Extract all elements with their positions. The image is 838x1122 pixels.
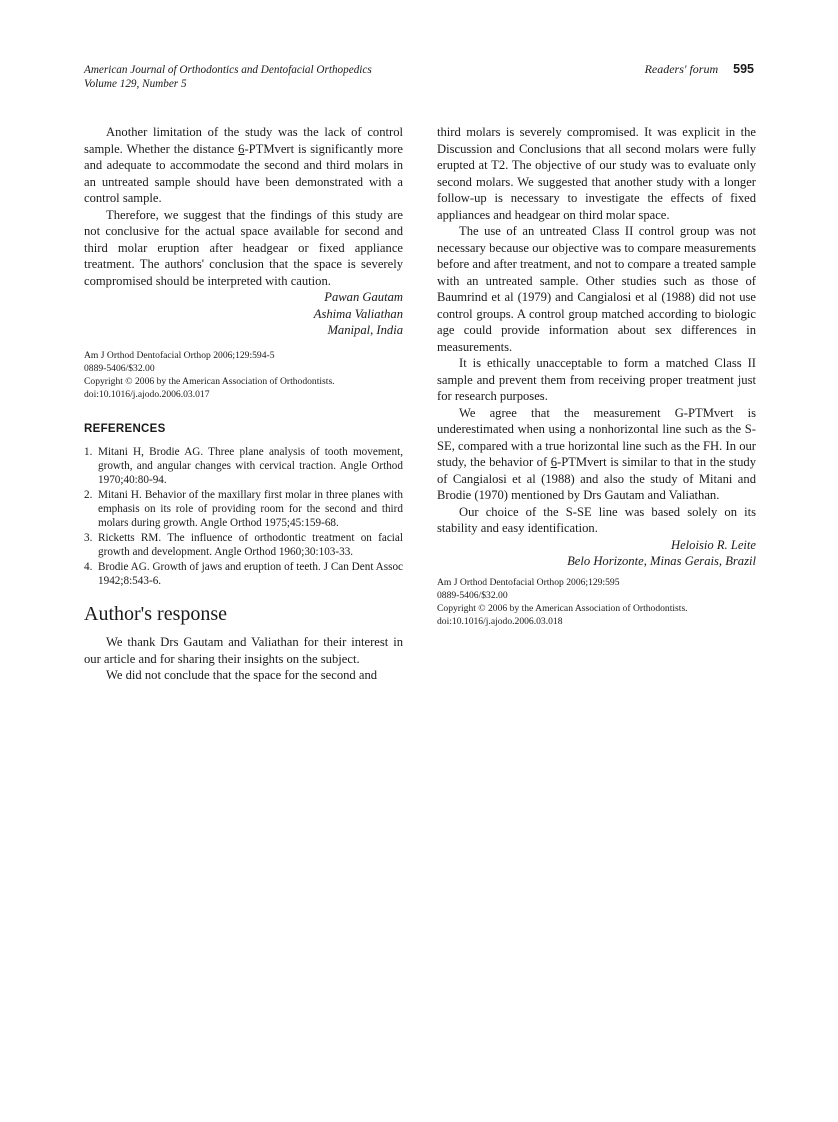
reference-item: 3. Ricketts RM. The influence of orthodontic treatment on facial growth and development. Angle Orthod 1960;30:103-33. — [84, 532, 403, 558]
left-column — [84, 124, 403, 684]
section-name: Readers' forum — [644, 62, 719, 76]
references-list — [84, 445, 403, 588]
paragraph: We agree that the measurement G-PTMvert is underestimated when using a nonhorizontal line such as the S-SE, compared with a true horizontal line such as the FH. In our study, the behavior of 6-PTMvert is similar to that in the study of Cangialosi et al (1988) and also the study of Mitani and Brodie (1970) mentioned by Drs Gautam and Valiathan. — [437, 405, 756, 502]
citation-copyright: Copyright © 2006 by the American Association of Orthodontists. — [84, 375, 335, 387]
author-location: Belo Horizonte, Minas Gerais, Brazil — [567, 554, 756, 568]
paragraph: Another limitation of the study was the lack of control sample. Whether the distance 6-PTMvert is significantly more and adequate to accommodate the second and third molars in an untreated sample should have been demonstrated with a control sample. — [84, 125, 403, 205]
citation-price: 0889-5406/$32.00 — [437, 589, 508, 601]
citation-ref: Am J Orthod Dentofacial Orthop 2006;129:594-5 — [84, 349, 275, 361]
reference-item: 2. Mitani H. Behavior of the maxillary first molar in three planes with emphasis on its role of providing room for the second and third molars during growth. Angle Orthod 1975;45:159-68. — [84, 489, 403, 529]
author-location: Manipal, India — [327, 323, 403, 337]
response-signature — [437, 537, 756, 570]
journal-title: American Journal of Orthodontics and Dentofacial Orthopedics — [84, 64, 372, 76]
response-heading: Author's response — [84, 603, 228, 625]
right-column — [437, 124, 756, 628]
author-name: Pawan Gautam — [324, 290, 403, 304]
citation-ref: Am J Orthod Dentofacial Orthop 2006;129:595 — [437, 576, 620, 588]
paragraph: third molars is severely compromised. It was explicit in the Discussion and Conclusions that all second molars were fully erupted at T2. The objective of our study was to evaluate only second molars. We suggested that another study with a longer follow-up is necessary to investigate the effects of fixed appliances and headgear on third molar space. — [437, 125, 756, 222]
journal-volume: Volume 129, Number 5 — [84, 78, 187, 90]
page-number: 595 — [733, 62, 754, 76]
citation-price: 0889-5406/$32.00 — [84, 362, 155, 374]
citation-block — [84, 349, 403, 401]
author-name: Heloisio R. Leite — [671, 537, 756, 552]
references-heading: REFERENCES — [84, 422, 166, 435]
citation-copyright: Copyright © 2006 by the American Association of Orthodontists. — [437, 602, 688, 614]
paragraph: We thank Drs Gautam and Valiathan for their interest in our article and for sharing their insights on the subject. — [84, 635, 403, 666]
running-header-section — [645, 62, 754, 77]
author-name: Ashima Valiathan — [313, 306, 403, 321]
paragraph: It is ethically unacceptable to form a matched Class II sample and prevent them from receiving proper treatment just for research purposes. — [437, 356, 756, 403]
running-header-journal — [84, 63, 372, 91]
citation-block — [437, 576, 756, 628]
paragraph: Our choice of the S-SE line was based solely on its stability and easy identification. — [437, 504, 756, 535]
letter-signature — [84, 289, 403, 339]
citation-doi: doi:10.1016/j.ajodo.2006.03.017 — [84, 388, 210, 400]
reference-item: 4. Brodie AG. Growth of jaws and eruption of teeth. J Can Dent Assoc 1942;8:543-6. — [84, 561, 403, 587]
citation-doi: doi:10.1016/j.ajodo.2006.03.018 — [437, 615, 563, 627]
paragraph: We did not conclude that the space for the second and — [106, 668, 378, 682]
paragraph: The use of an untreated Class II control group was not necessary because our objective was to compare measurements before and after treatment, and not to compare a treated sample with an untreated sample. Other studies such as those of Baumrind et al (1979) and Cangialosi et al (1988) did not use control groups. A control group matched according to biologic age could provide information about sex differences in measurements. — [437, 224, 756, 354]
reference-item: 1. Mitani H, Brodie AG. Three plane analysis of tooth movement, growth, and angular changes with cervical traction. Angle Orthod 1970;40:80-94. — [84, 446, 403, 486]
paragraph: Therefore, we suggest that the findings of this study are not conclusive for the actual space available for second and third molar eruption after headgear or fixed appliance treatment. The authors' conclusion that the space is severely compromised should be interpreted with caution. — [84, 207, 403, 288]
